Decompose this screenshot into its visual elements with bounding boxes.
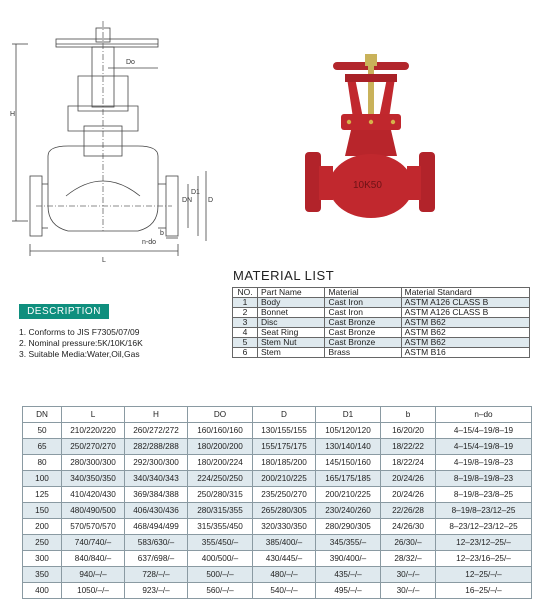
valve-photo (305, 48, 435, 248)
dim-cell: 8–19/8–23/12–25 (436, 503, 532, 519)
dim-cell: 4–19/8–19/8–23 (436, 455, 532, 471)
dimensions-row (23, 423, 532, 439)
dim-header-l: L (62, 407, 125, 423)
material-cell: ASTM B16 (401, 348, 529, 358)
material-cell: Cast Bronze (325, 338, 401, 348)
material-cell: Brass (325, 348, 401, 358)
dim-cell: 495/–/– (316, 583, 381, 599)
dim-cell: 28/32/– (381, 551, 436, 567)
material-row (233, 328, 530, 338)
dim-cell: 940/–/– (62, 567, 125, 583)
dim-cell: 390/400/– (316, 551, 381, 567)
dim-cell: 30/–/– (381, 567, 436, 583)
dim-cell: 24/26/30 (381, 519, 436, 535)
dim-cell: 235/250/270 (253, 487, 316, 503)
dim-cell: 355/450/– (188, 535, 253, 551)
dim-cell: 180/200/224 (188, 455, 253, 471)
valve-section-drawing (8, 6, 223, 264)
dim-cell: 340/350/350 (62, 471, 125, 487)
dim-cell: 165/175/185 (316, 471, 381, 487)
dim-cell: 260/272/272 (125, 423, 188, 439)
label-l: L (102, 257, 106, 264)
material-list-title: MATERIAL LIST (233, 268, 335, 283)
label-h: H (10, 111, 16, 118)
material-cell: ASTM B62 (401, 328, 529, 338)
dim-cell: 923/–/– (125, 583, 188, 599)
dim-cell: 250/270/270 (62, 439, 125, 455)
material-cell: ASTM B62 (401, 338, 529, 348)
dim-cell: 315/355/450 (188, 519, 253, 535)
material-cell: Stem Nut (258, 338, 325, 348)
dim-cell: 20/24/26 (381, 471, 436, 487)
dim-cell: 16/20/20 (381, 423, 436, 439)
dimensions-row (23, 471, 532, 487)
material-cell: 2 (233, 308, 258, 318)
dim-header-d: D (253, 407, 316, 423)
dim-cell: 180/185/200 (253, 455, 316, 471)
dim-cell: 500/–/– (188, 567, 253, 583)
dim-cell: 50 (23, 423, 62, 439)
material-cell: ASTM A126 CLASS B (401, 298, 529, 308)
dim-cell: 155/175/175 (253, 439, 316, 455)
material-cell: Cast Bronze (325, 328, 401, 338)
dim-cell: 345/355/– (316, 535, 381, 551)
dim-cell: 282/288/288 (125, 439, 188, 455)
dim-cell: 180/200/200 (188, 439, 253, 455)
dim-cell: 145/150/160 (316, 455, 381, 471)
dim-cell: 400 (23, 583, 62, 599)
material-cell: Cast Iron (325, 308, 401, 318)
dim-cell: 280/315/355 (188, 503, 253, 519)
dim-cell: 840/840/– (62, 551, 125, 567)
dim-cell: 4–15/4–19/8–19 (436, 423, 532, 439)
material-cell: 4 (233, 328, 258, 338)
dim-cell: 280/290/305 (316, 519, 381, 535)
material-header-standard: Material Standard (401, 288, 529, 298)
material-cell: 5 (233, 338, 258, 348)
material-cell: 3 (233, 318, 258, 328)
dim-cell: 250/280/315 (188, 487, 253, 503)
dim-cell: 30/–/– (381, 583, 436, 599)
dim-cell: 400/500/– (188, 551, 253, 567)
dim-cell: 480/–/– (253, 567, 316, 583)
dim-cell: 105/120/120 (316, 423, 381, 439)
dim-header-do: DO (188, 407, 253, 423)
body-marking: 10K50 (353, 180, 382, 191)
dimensions-row (23, 535, 532, 551)
dimensions-row (23, 439, 532, 455)
dim-cell: 130/155/155 (253, 423, 316, 439)
label-do: Do (126, 59, 135, 66)
description-item: 2. Nominal pressure:5K/10K/16K (19, 338, 143, 348)
dimensions-row (23, 503, 532, 519)
dim-cell: 125 (23, 487, 62, 503)
dim-cell: 468/494/499 (125, 519, 188, 535)
dimensions-row (23, 519, 532, 535)
dim-cell: 406/430/436 (125, 503, 188, 519)
dim-cell: 340/340/343 (125, 471, 188, 487)
dim-cell: 200/210/225 (253, 471, 316, 487)
material-cell: Bonnet (258, 308, 325, 318)
dim-cell: 385/400/– (253, 535, 316, 551)
description-list (19, 327, 143, 360)
dim-cell: 4–15/4–19/8–19 (436, 439, 532, 455)
material-header-row (233, 288, 530, 298)
dimensions-row (23, 487, 532, 503)
dim-cell: 200/210/225 (316, 487, 381, 503)
dim-cell: 8–23/12–23/12–25 (436, 519, 532, 535)
dim-cell: 320/330/350 (253, 519, 316, 535)
dim-cell: 224/250/250 (188, 471, 253, 487)
description-badge: DESCRIPTION (19, 304, 109, 319)
dim-cell: 12–23/12–25/– (436, 535, 532, 551)
material-header-material: Material (325, 288, 401, 298)
material-row (233, 308, 530, 318)
dim-cell: 540/–/– (253, 583, 316, 599)
dim-cell: 250 (23, 535, 62, 551)
description-item: 1. Conforms to JIS F7305/07/09 (19, 327, 140, 337)
dim-cell: 300 (23, 551, 62, 567)
dim-cell: 12–25/–/– (436, 567, 532, 583)
dim-cell: 80 (23, 455, 62, 471)
dim-header-b: b (381, 407, 436, 423)
dim-cell: 265/280/305 (253, 503, 316, 519)
dimensions-header-row (23, 407, 532, 423)
dim-cell: 20/24/26 (381, 487, 436, 503)
material-cell: Cast Iron (325, 298, 401, 308)
material-cell: ASTM B62 (401, 318, 529, 328)
dim-cell: 12–23/16–25/– (436, 551, 532, 567)
material-table (232, 287, 530, 358)
material-cell: Seat Ring (258, 328, 325, 338)
dim-cell: 583/630/– (125, 535, 188, 551)
label-dn: DN (182, 197, 193, 204)
dimensions-row (23, 567, 532, 583)
dim-cell: 369/384/388 (125, 487, 188, 503)
description-item: 3. Suitable Media:Water,Oil,Gas (19, 349, 140, 359)
dim-cell: 350 (23, 567, 62, 583)
dim-cell: 160/160/160 (188, 423, 253, 439)
material-row (233, 318, 530, 328)
dim-cell: 16–25/–/– (436, 583, 532, 599)
dim-header-ndo: n–do (436, 407, 532, 423)
dimensions-table (22, 406, 532, 599)
material-cell: Body (258, 298, 325, 308)
material-row (233, 298, 530, 308)
dimensions-row (23, 551, 532, 567)
dimensions-row (23, 583, 532, 599)
dim-header-d1: D1 (316, 407, 381, 423)
material-cell: Disc (258, 318, 325, 328)
dim-cell: 200 (23, 519, 62, 535)
material-cell: 1 (233, 298, 258, 308)
dim-cell: 100 (23, 471, 62, 487)
dim-cell: 18/22/22 (381, 439, 436, 455)
material-cell: ASTM A126 CLASS B (401, 308, 529, 318)
dim-cell: 728/–/– (125, 567, 188, 583)
material-row (233, 338, 530, 348)
dim-cell: 435/–/– (316, 567, 381, 583)
dim-cell: 280/300/300 (62, 455, 125, 471)
label-d: D (208, 197, 214, 204)
dim-cell: 410/420/430 (62, 487, 125, 503)
dim-cell: 560/–/– (188, 583, 253, 599)
dim-cell: 8–19/8–23/8–25 (436, 487, 532, 503)
dim-cell: 18/22/24 (381, 455, 436, 471)
label-d1: D1 (191, 189, 200, 196)
dim-cell: 1050/–/– (62, 583, 125, 599)
dim-cell: 150 (23, 503, 62, 519)
dim-cell: 637/698/– (125, 551, 188, 567)
material-row (233, 348, 530, 358)
dim-cell: 26/30/– (381, 535, 436, 551)
dim-cell: 130/140/140 (316, 439, 381, 455)
label-b: b (160, 230, 164, 237)
dim-cell: 22/26/28 (381, 503, 436, 519)
dim-cell: 210/220/220 (62, 423, 125, 439)
dimensions-row (23, 455, 532, 471)
dim-cell: 292/300/300 (125, 455, 188, 471)
dim-header-h: H (125, 407, 188, 423)
dim-cell: 570/570/570 (62, 519, 125, 535)
material-header-no: NO. (233, 288, 258, 298)
dim-header-dn: DN (23, 407, 62, 423)
dim-cell: 8–19/8–19/8–23 (436, 471, 532, 487)
dim-cell: 65 (23, 439, 62, 455)
dim-cell: 230/240/260 (316, 503, 381, 519)
dim-cell: 480/490/500 (62, 503, 125, 519)
material-header-part: Part Name (258, 288, 325, 298)
dim-cell: 430/445/– (253, 551, 316, 567)
material-cell: 6 (233, 348, 258, 358)
label-ndo: n-do (142, 239, 157, 246)
dim-cell: 740/740/– (62, 535, 125, 551)
material-cell: Cast Bronze (325, 318, 401, 328)
material-cell: Stem (258, 348, 325, 358)
